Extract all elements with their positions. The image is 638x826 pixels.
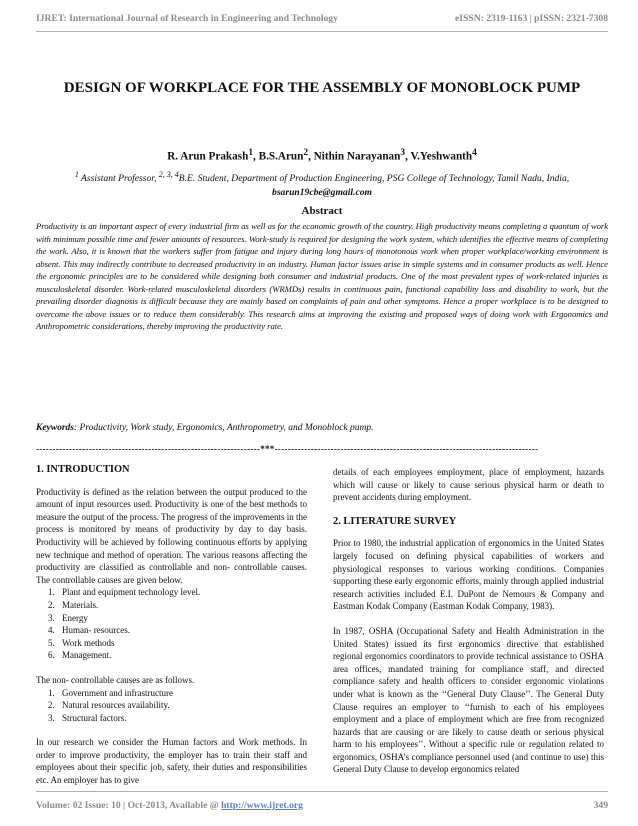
list-item: 2. Natural resources availability.	[48, 700, 170, 711]
list-item: 5. Work methods	[48, 637, 115, 648]
section-separator: --------------------------------------------------------------------***--------------------------------------------------------------------------------	[36, 444, 539, 454]
header-rule	[36, 31, 608, 32]
keywords	[36, 423, 608, 433]
list-item: 4. Human- resources.	[48, 625, 130, 636]
issn: eISSN: 2319-1163 | pISSN: 2321-7308	[455, 13, 608, 24]
footer-rule	[36, 791, 608, 792]
running-footer	[36, 800, 608, 811]
affiliation-1: Assistant Professor,	[78, 173, 159, 185]
author-4: , V.Yeshwanth	[405, 150, 473, 163]
section-1-paragraph-4: details of each employees employment, place of employment, hazards which will cause or likely to cause serious physical harm or death to prevent accidents during employment.	[333, 467, 604, 503]
footer-volume-info: Volume: 02 Issue: 10 | Oct-2013, Available @	[36, 800, 222, 811]
section-1-heading: 1. INTRODUCTION	[36, 464, 130, 475]
author-3-affiliation: 3	[400, 148, 406, 158]
list-item: 1. Government and infrastructure	[48, 687, 173, 698]
author-3: , Nithin Narayanan	[308, 150, 401, 163]
left-column	[36, 464, 307, 787]
section-2-heading: 2. LITERATURE SURVEY	[333, 515, 457, 527]
section-1-paragraph-3: In our research we consider the Human factors and Work methods. In order to improve productivity, the employer has to train their staff and employees about their specific job, safety, their duties and responsibilities etc. An employer has to give	[36, 737, 307, 786]
author-email: bsarun19cbe@gmail.com	[272, 187, 372, 199]
journal-name: IJRET: International Journal of Research in Engineering and Technology	[36, 13, 338, 24]
page-number: 349	[593, 800, 608, 811]
section-2-paragraph-2: In 1987, OSHA (Occupational Safety and Health Administration in the United States) issued its first ergonomics directive that established regional ergonomics coordinators to provide technical assistance to OSHA area offices, mandated training for compliance staff, and directed compliance safety and health officers to consider ergonomic violations under what is known as the ‘‘General Duty Clause’’. The General Duty Clause requires an employer to ‘‘furnish to each of his employees employment and a place of employment which are free from recognized hazards that are causing or are likely to cause death or serious physical harm to his employees’’. Without a specific rule or regulation related to ergonomics, OSHA’s compliance personnel used (and continue to use) this General Duty Clause to develop ergonomics related	[333, 625, 604, 775]
affiliation-1-marker: 1	[74, 170, 79, 179]
affiliation-2: B.E. Student, Department of Production Engineering, PSG College of Technology, Tamil Nadu, India,	[178, 173, 570, 185]
section-1-paragraph-2: The non- controllable causes are as follows.	[36, 674, 195, 685]
author-2: , B.S.Arun	[253, 150, 304, 163]
list-item: 6. Management.	[48, 650, 112, 661]
controllable-causes-list	[36, 586, 307, 662]
author-list	[36, 148, 608, 163]
author-1: R. Arun Prakash	[167, 150, 249, 163]
abstract-text: Productivity is an important aspect of every industrial firm as well as for the economic growth of the country. High productivity means completing a quantum of work with minimum possible time and fewer amounts of resources. Work-study is required for designing the work system, which identifies the effective means of completing the work. Also, it is known that the workers suffer from fatigue and injury during long hours of monotonous work when proper workplace/working environment is absent. This may indirectly contribute to decreased productivity in an industry. Human factor issues arise in simple systems and in consumer products as well. Hence the ergonomic principles are to be considered while designing both consumer and industrial products. One of the most prevalent types of work-related injuries is musculoskeletal disorder. Work-related musculoskeletal disorders (WRMDs) results in continuous pain, functional capability loss and disability to work, but the prevailing disorder diagnosis is difficult because they are mainly based on complaints of pain and other symptoms. Hence a proper workplace is to be designed to overcome the above issues or to reduce them considerably. This research aims at improving the existing and proposed ways of doing work with Ergonomics and Anthropometric considerations, thereby improving the productivity rate.	[36, 221, 608, 332]
affiliation-2-marker: 2, 3, 4	[158, 170, 179, 179]
list-item: 2. Materials.	[48, 599, 99, 610]
list-item: 3. Energy	[48, 612, 88, 623]
author-1-affiliation: 1	[248, 148, 254, 158]
author-4-affiliation: 4	[472, 148, 477, 158]
keywords-text: : Productivity, Work study, Ergonomics, Anthropometry, and Monoblock pump.	[74, 423, 374, 433]
list-item: 1. Plant and equipment technology level.	[48, 587, 201, 598]
abstract-heading: Abstract	[301, 205, 343, 217]
section-1-paragraph-1: Productivity is defined as the relation between the output produced to the amount of input resources used. Productivity is one of the best methods to measure the output of the process. The progress of the improvements in the process is monitored by means of productivity by day to day basis. Productivity will be achieved by following continuous efforts by applying new technique and method of operation. The various reasons affecting the productivity are classified as controllable and non- controllable causes. The controllable causes are given below.	[36, 486, 308, 585]
affiliations	[36, 168, 608, 200]
journal-link[interactable]: http://www.ijret.org	[221, 800, 303, 811]
keywords-label: Keywords	[36, 423, 74, 433]
list-item: 3. Structural factors.	[48, 712, 127, 723]
right-column	[333, 466, 604, 776]
paper-title: DESIGN OF WORKPLACE FOR THE ASSEMBLY OF MONOBLOCK PUMP	[63, 80, 581, 96]
author-2-affiliation: 2	[303, 148, 309, 158]
section-2-paragraph-1: Prior to 1980, the industrial application of ergonomics in the United States largely focused on defining physical capabilities of workers and physiological responses to various working conditions. Companies supporting these early ergonomic efforts, mainly through applied industrial research activities included E.I. DuPont de Nemours & Company and Eastman Kodak Company (Eastman Kodak Company, 1983).	[333, 538, 604, 612]
non-controllable-causes-list	[36, 687, 307, 725]
